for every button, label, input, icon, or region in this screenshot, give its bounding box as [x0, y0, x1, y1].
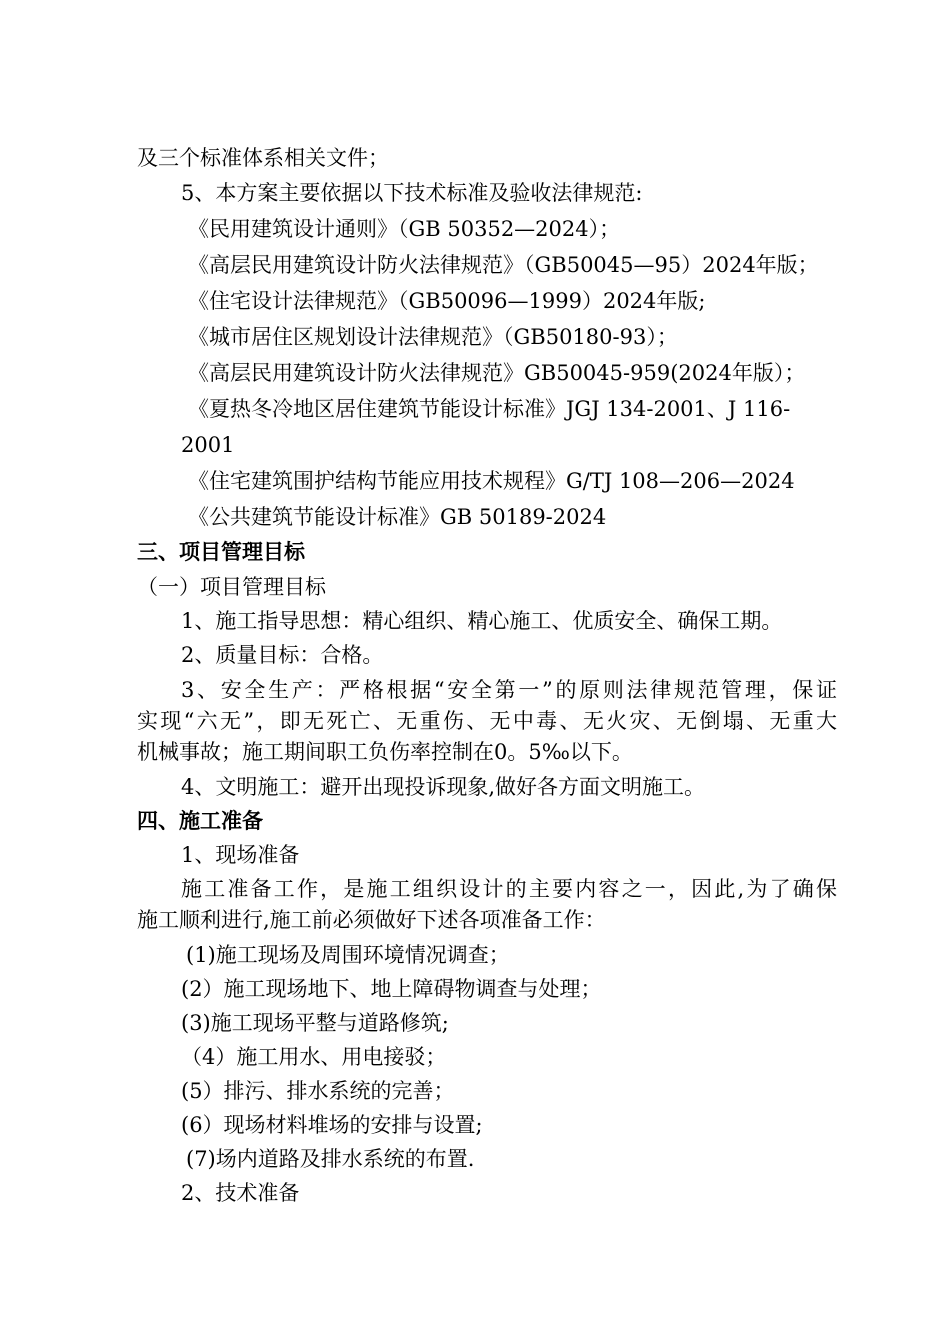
standard-reference: 《民用建筑设计通则》（GB 50352—2024）； — [188, 217, 621, 241]
text-line: 机械事故；施工期间职工负伤率控制在0。5‰以下。 — [137, 740, 633, 764]
text-line: 施工顺利进行,施工前必须做好下述各项准备工作： — [137, 908, 606, 932]
section-heading: 三、项目管理目标 — [137, 540, 305, 564]
text-line: 施工准备工作，是施工组织设计的主要内容之一，因此,为了确保 — [181, 877, 837, 901]
standard-reference: 《住宅建筑围护结构节能应用技术规程》G/TJ 108—206—2024 — [188, 469, 795, 493]
standard-reference: 《城市居住区规划设计法律规范》（GB50180-93）； — [188, 325, 678, 349]
subsection-heading: （一）项目管理目标 — [137, 575, 326, 599]
standard-reference: 《夏热冬冷地区居住建筑节能设计标准》JGJ 134-2001、J 116- — [188, 397, 791, 421]
list-item: (3)施工现场平整与道路修筑; — [181, 1011, 449, 1035]
standard-reference: 《公共建筑节能设计标准》GB 50189-2024 — [188, 505, 607, 529]
list-item: (6）现场材料堆场的安排与设置; — [181, 1113, 483, 1137]
text-line: 4、文明施工：避开出现投诉现象,做好各方面文明施工。 — [181, 775, 706, 799]
text-line: 1、施工指导思想：精心组织、精心施工、优质安全、确保工期。 — [181, 609, 783, 633]
text-line: 2、技术准备 — [181, 1181, 300, 1205]
standard-reference: 《住宅设计法律规范》（GB50096—1999）2024年版; — [188, 289, 706, 313]
list-item: （4）施工用水、用电接驳； — [181, 1045, 447, 1069]
text-line: 3、安全生产：严格根据“安全第一”的原则法律规范管理，保证 — [181, 678, 837, 702]
text-line: 5、本方案主要依据以下技术标准及验收法律规范: — [181, 181, 643, 205]
text-line: 及三个标准体系相关文件； — [137, 146, 389, 170]
text-line: 1、现场准备 — [181, 843, 300, 867]
list-item: (1)施工现场及周围环境情况调查； — [186, 943, 510, 967]
standard-reference: 《高层民用建筑设计防火法律规范》GB50045-959(2024年版）； — [188, 361, 806, 385]
text-line: 实现“六无”，即无死亡、无重伤、无中毒、无火灾、无倒塌、无重大 — [137, 709, 837, 733]
list-item: (7)场内道路及排水系统的布置. — [186, 1147, 475, 1171]
list-item: (2）施工现场地下、地上障碍物调查与处理； — [181, 977, 602, 1001]
section-heading: 四、施工准备 — [137, 809, 263, 833]
standard-reference: 《高层民用建筑设计防火法律规范》（GB50045—95）2024年版； — [188, 253, 819, 277]
text-line: 2、质量目标：合格。 — [181, 643, 384, 667]
list-item: (5）排污、排水系统的完善； — [181, 1079, 455, 1103]
text-line: 2001 — [181, 433, 235, 457]
